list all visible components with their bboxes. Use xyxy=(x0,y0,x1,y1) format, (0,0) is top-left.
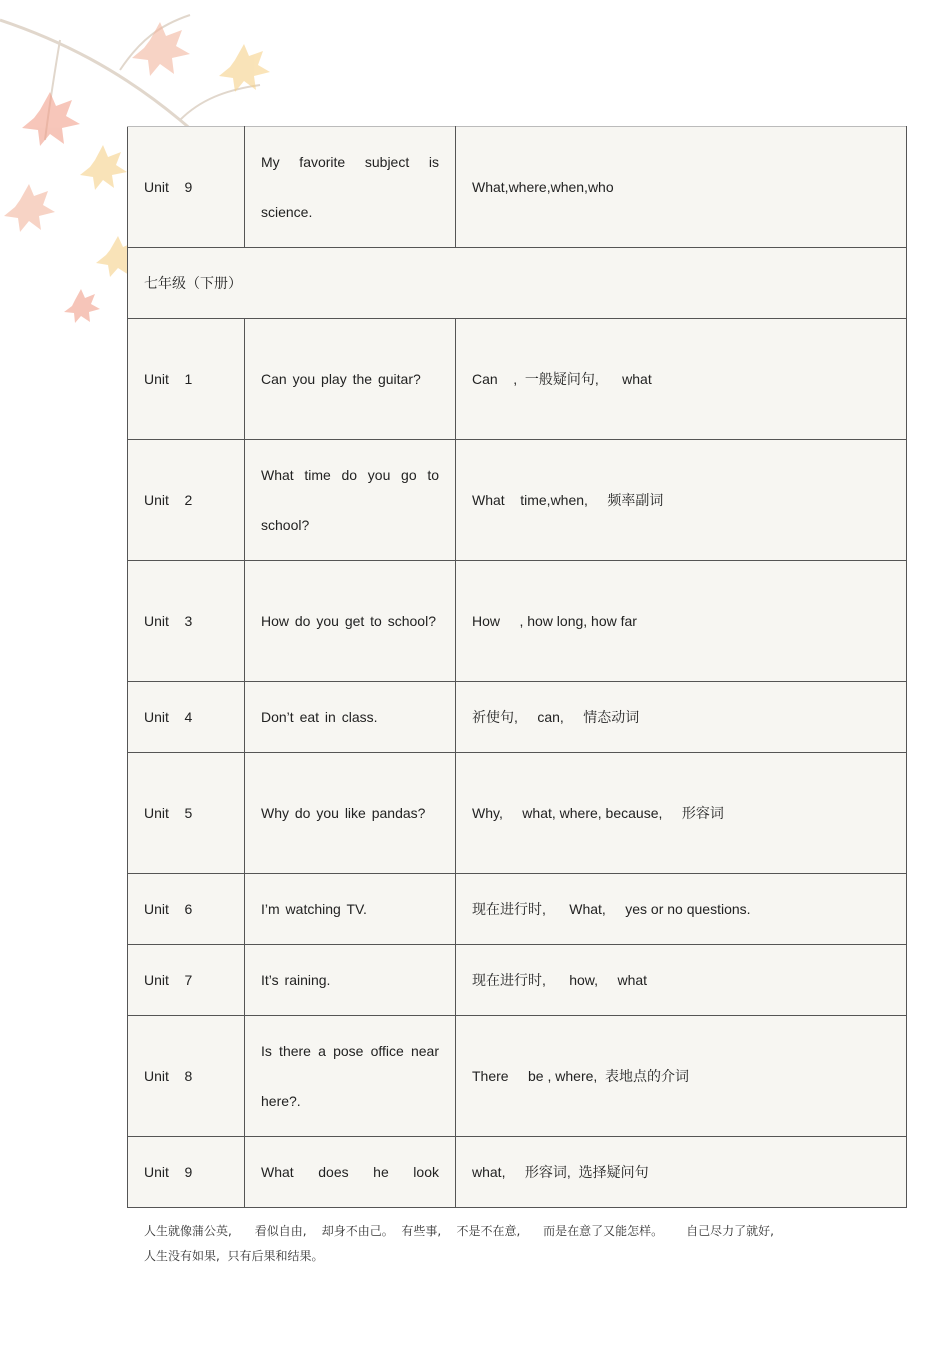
unit-cell: Unit 4 xyxy=(128,682,245,753)
title-cell: Is there a pose office near here?. xyxy=(245,1016,456,1137)
table-row xyxy=(128,319,907,440)
table-row xyxy=(128,753,907,874)
table-row xyxy=(128,682,907,753)
table-row xyxy=(128,1016,907,1137)
title-cell: Don’t eat in class. xyxy=(245,682,456,753)
grammar-cell: How , how long, how far xyxy=(456,561,907,682)
table-row xyxy=(128,561,907,682)
grammar-cell: 祈使句, can, 情态动词 xyxy=(456,682,907,753)
table-row xyxy=(128,127,907,248)
section-label: 七年级（下册） xyxy=(128,248,907,319)
grammar-cell: What time,when, 频率副词 xyxy=(456,440,907,561)
section-row xyxy=(128,248,907,319)
unit-cell: Unit 5 xyxy=(128,753,245,874)
title-cell: Why do you like pandas? xyxy=(245,753,456,874)
unit-cell: Unit 8 xyxy=(128,1016,245,1137)
table-row xyxy=(128,440,907,561)
title-cell: What time do you go to school? xyxy=(245,440,456,561)
title-cell: How do you get to school? xyxy=(245,561,456,682)
grammar-cell: Why, what, where, because, 形容词 xyxy=(456,753,907,874)
title-cell: I’m watching TV. xyxy=(245,874,456,945)
unit-cell: Unit 1 xyxy=(128,319,245,440)
grammar-cell: what, 形容词, 选择疑问句 xyxy=(456,1137,907,1208)
unit-cell: Unit 9 xyxy=(128,127,245,248)
grammar-cell: Can , 一般疑问句, what xyxy=(456,319,907,440)
title-cell: What does he look xyxy=(245,1137,456,1208)
footer-line-1: 人生就像蒲公英, 看似自由, 却身不由己。 有些事, 不是不在意, 而是在意了又能怎样。 自己尽力了就好, xyxy=(144,1224,774,1238)
footer-line-2: 人生没有如果, 只有后果和结果。 xyxy=(144,1249,324,1263)
unit-cell: Unit 7 xyxy=(128,945,245,1016)
grammar-cell: There be , where, 表地点的介词 xyxy=(456,1016,907,1137)
table-row xyxy=(128,874,907,945)
unit-cell: Unit 3 xyxy=(128,561,245,682)
table-row xyxy=(128,1137,907,1208)
unit-cell: Unit 9 xyxy=(128,1137,245,1208)
unit-cell: Unit 2 xyxy=(128,440,245,561)
title-cell: It’s raining. xyxy=(245,945,456,1016)
grammar-cell: 现在进行时, how, what xyxy=(456,945,907,1016)
grammar-cell: What,where,when,who xyxy=(456,127,907,248)
footer-quote xyxy=(144,1219,824,1269)
title-cell: My favorite subject is science. xyxy=(245,127,456,248)
grammar-cell: 现在进行时, What, yes or no questions. xyxy=(456,874,907,945)
unit-cell: Unit 6 xyxy=(128,874,245,945)
table-row xyxy=(128,945,907,1016)
grammar-table xyxy=(127,126,907,1208)
title-cell: Can you play the guitar? xyxy=(245,319,456,440)
